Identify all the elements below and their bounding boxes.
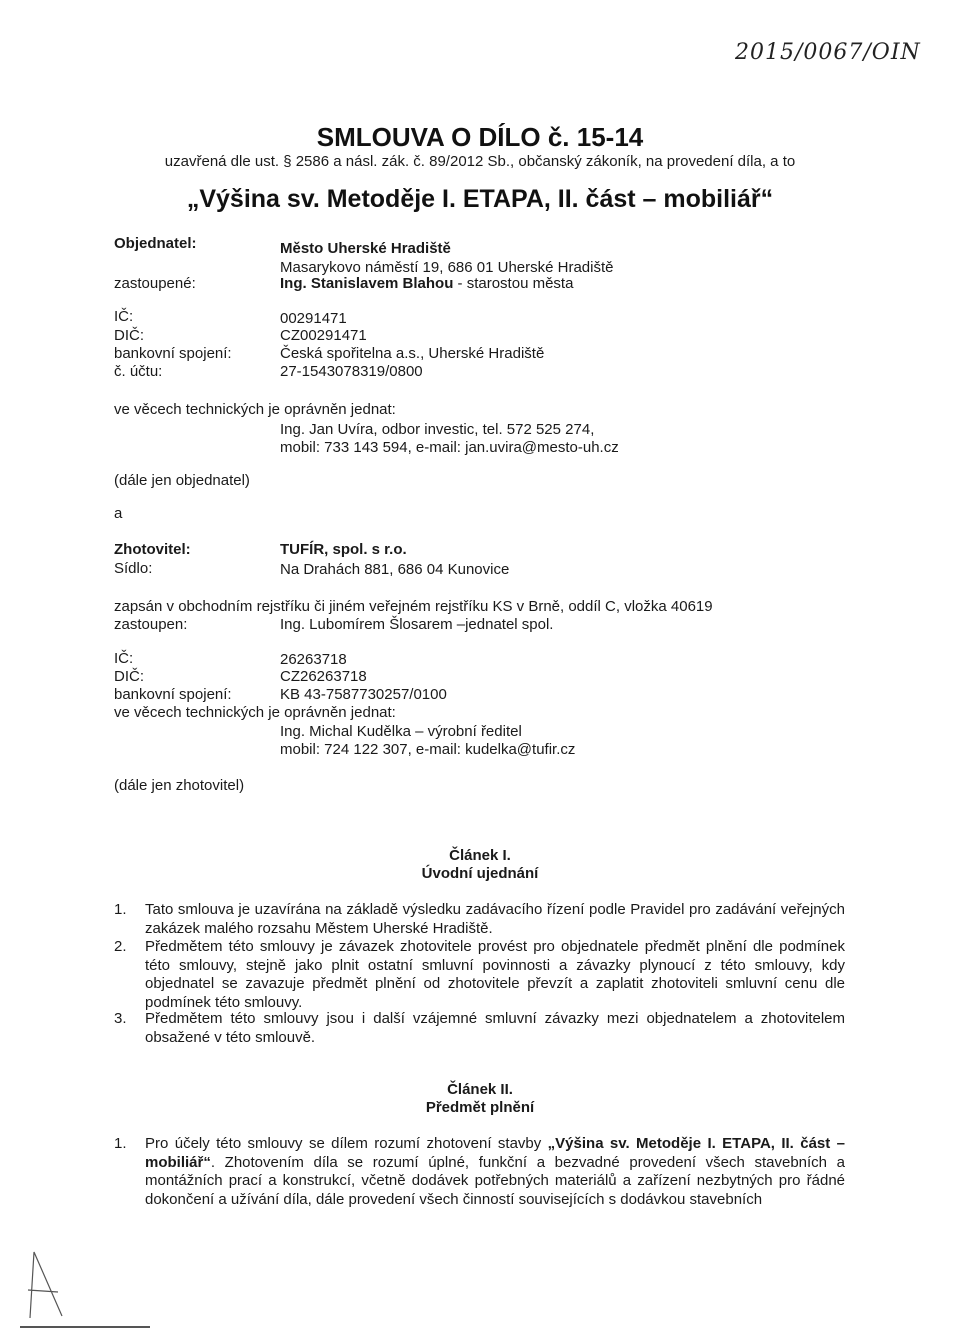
client-label: Objednatel: (114, 235, 197, 252)
client-tech-label: ve věcech technických je oprávněn jednat: (114, 401, 396, 418)
handwritten-registration-number: 2015/0067/OIN (735, 40, 921, 65)
document-subtitle: uzavřená dle ust. § 2586 a násl. zák. č. 89/2012 Sb., občanský zákoník, na provedení díla, a to (164, 153, 796, 170)
client-dic-label: DIČ: (114, 327, 144, 344)
client-ic-label: IČ: (114, 308, 134, 325)
contractor-rep: Ing. Lubomírem Šlosarem –jednatel spol. (280, 616, 554, 633)
contractor-dic-label: DIČ: (114, 668, 144, 685)
article-2-number: Článek II. (447, 1081, 513, 1098)
contractor-register: zapsán v obchodním rejstříku či jiném veřejném rejstříku KS v Brně, oddíl C, vložka 40619 (114, 598, 713, 615)
bottom-rule (20, 1326, 150, 1328)
client-rep (280, 275, 573, 292)
contractor-tech-contact: mobil: 724 122 307, e-mail: kudelka@tufir.cz (280, 741, 576, 758)
article-2-text-rest: . Zhotovením díla se rozumí úplné, funkční a bezvadné provedení všech stavebních a montážních prací a konstrukcí, včetně dodávek potřebných materiálů a zařízení nezbytných pro řádné dokončení a užívání díla, dále provedení všech činností souvisejících s dodávkou stavebních (145, 1153, 845, 1208)
client-tech-person: Ing. Jan Uvíra, odbor investic, tel. 572 525 274, (280, 421, 595, 438)
client-name: Město Uherské Hradiště (280, 240, 451, 257)
contractor-dic: CZ26263718 (280, 668, 367, 685)
article-1-item-number: 2. (114, 938, 127, 955)
article-1-item-text: Předmětem této smlouvy jsou i další vzájemné smluvní závazky mezi objednatelem a zhotovitelem obsažené v této smlouvě. (145, 1010, 845, 1046)
client-rep-role: - starostou města (457, 275, 574, 292)
conjunction: a (114, 505, 123, 522)
client-tech-contact: mobil: 733 143 594, e-mail: jan.uvira@mesto-uh.cz (280, 439, 619, 456)
article-2-text-start: Pro účely této smlouvy se dílem rozumí zhotovení stavby (145, 1135, 548, 1152)
contractor-name: TUFÍR, spol. s r.o. (280, 541, 407, 558)
contractor-rep-label: zastoupen: (114, 616, 188, 633)
article-1-number: Článek I. (449, 847, 511, 864)
client-rep-name: Ing. Stanislavem Blahou (280, 275, 454, 292)
article-1-title: Úvodní ujednání (421, 865, 539, 882)
client-address: Masarykovo náměstí 19, 686 01 Uherské Hradiště (280, 259, 614, 276)
client-dic: CZ00291471 (280, 327, 367, 344)
article-1-item-number: 1. (114, 901, 127, 918)
contractor-bank-label: bankovní spojení: (114, 686, 232, 703)
contractor-short-name: (dále jen zhotovitel) (114, 777, 245, 794)
contractor-bank: KB 43-7587730257/0100 (280, 686, 447, 703)
contractor-ic: 26263718 (280, 651, 347, 668)
contractor-label: Zhotovitel: (114, 541, 191, 558)
article-2-item-number: 1. (114, 1135, 127, 1152)
article-1-item-text: Předmětem této smlouvy je závazek zhotovitele provést pro objednatele předmět plnění dle podmínek této smlouvy, stejně jako plnit ostatní smluvní povinnosti a závazky plynoucí z této smlouvy, kdy objednatel se zavazuje předmět plnění od zhotovitele převzít a zaplatit zhotoviteli smluvní cenu dle podmínek této smlouvy. (145, 938, 845, 1011)
project-title: „Výšina sv. Metoděje I. ETAPA, II. část – mobiliář“ (186, 185, 774, 213)
client-ic: 00291471 (280, 310, 347, 327)
client-bank-label: bankovní spojení: (114, 345, 232, 362)
article-1-item-number: 3. (114, 1010, 127, 1027)
document-title: SMLOUVA O DÍLO č. 15-14 (316, 122, 644, 152)
article-2-project-name: „Výšina sv. Metoděje I. ETAPA, II. část – mobiliář“ (145, 1135, 845, 1171)
article-2-item-text (145, 1135, 845, 1209)
client-account: 27-1543078319/0800 (280, 363, 423, 380)
contractor-seat: Na Drahách 881, 686 04 Kunovice (280, 561, 510, 578)
contractor-seat-label: Sídlo: (114, 560, 153, 577)
contractor-tech-person: Ing. Michal Kudělka – výrobní ředitel (280, 723, 522, 740)
article-2-title: Předmět plnění (425, 1099, 535, 1116)
contractor-ic-label: IČ: (114, 650, 134, 667)
client-short-name: (dále jen objednatel) (114, 472, 250, 489)
contractor-tech-label: ve věcech technických je oprávněn jednat: (114, 704, 396, 721)
article-1-item-text: Tato smlouva je uzavírána na základě výsledku zadávacího řízení podle Pravidel pro zadávání veřejných zakázek malého rozsahu Městem Uherské Hradiště. (145, 901, 845, 937)
client-bank: Česká spořitelna a.s., Uherské Hradiště (280, 345, 545, 362)
client-rep-label: zastoupené: (114, 275, 196, 292)
initials-mark (22, 1232, 72, 1322)
client-account-label: č. účtu: (114, 363, 163, 380)
